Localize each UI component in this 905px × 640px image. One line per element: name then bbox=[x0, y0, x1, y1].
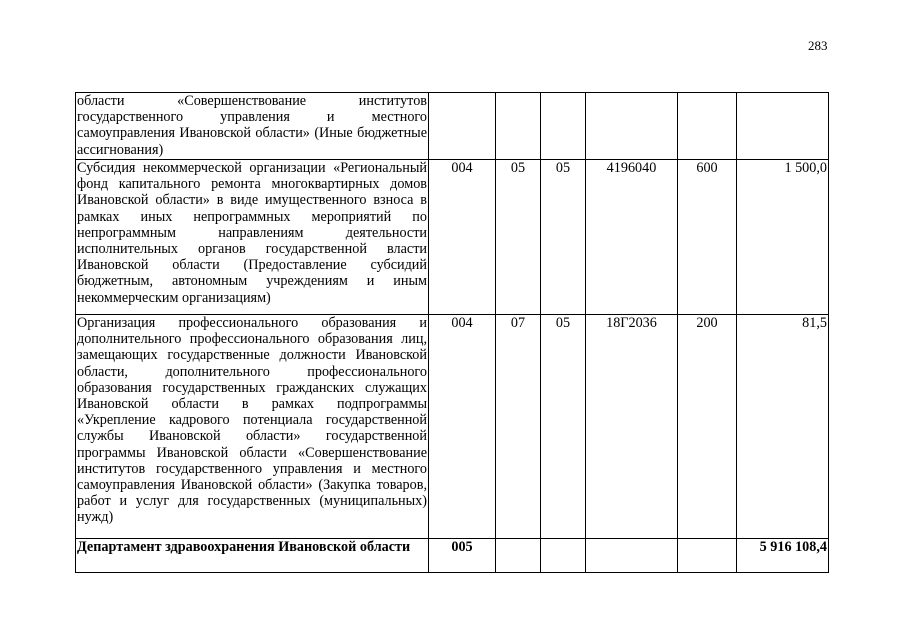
section-code bbox=[496, 93, 541, 160]
ministry-code: 004 bbox=[429, 315, 496, 539]
row-description: области «Совершенствование институтов государственного управления и местного самоуправления Ивановской области» (Иные бюджетные ассигнования) bbox=[77, 93, 427, 158]
section-code bbox=[496, 539, 541, 573]
ministry-code: 005 bbox=[429, 539, 496, 573]
amount: 81,5 bbox=[737, 315, 829, 539]
row-description: Субсидия некоммерческой организации «Региональный фонд капитального ремонта многоквартирных домов Ивановской области» в виде имущественного взноса в рамках иных непрограммных мероприятий по непрограммным направлениям деятельности исполнительных органов государственной власти Ивановской области (Предоставление субсидий бюджетным, автономным учреждениям и иным некоммерческим организациям) bbox=[76, 160, 429, 315]
table-row bbox=[76, 539, 829, 573]
expense-type-code: 600 bbox=[678, 160, 737, 315]
target-article-code bbox=[586, 93, 678, 160]
expense-type-code bbox=[678, 93, 737, 160]
expense-type-code bbox=[678, 539, 737, 573]
table-row bbox=[76, 160, 829, 315]
subsection-code bbox=[541, 93, 586, 160]
row-description: Организация профессионального образования и дополнительного профессионального образования лиц, замещающих государственные должности Ивановской области, дополнительного профессионального образования государственных гражданских служащих Ивановской области в рамках подпрограммы «Укрепление кадрового потенциала государственной службы Ивановской области» государственной программы Ивановской области «Совершенствование институтов государственного управления и местного самоуправления Ивановской области» (Закупка товаров, работ и услуг для государственных (муниципальных) нужд) bbox=[76, 315, 429, 539]
section-code: 07 bbox=[496, 315, 541, 539]
section-code: 05 bbox=[496, 160, 541, 315]
table-row bbox=[76, 315, 829, 539]
budget-table bbox=[75, 92, 829, 573]
target-article-code bbox=[586, 539, 678, 573]
target-article-code: 18Г2036 bbox=[586, 315, 678, 539]
subsection-code bbox=[541, 539, 586, 573]
amount bbox=[737, 93, 829, 160]
table-row bbox=[76, 93, 829, 160]
ministry-code: 004 bbox=[429, 160, 496, 315]
amount: 1 500,0 bbox=[737, 160, 829, 315]
expense-type-code: 200 bbox=[678, 315, 737, 539]
row-description: Департамент здравоохранения Ивановской области bbox=[76, 539, 429, 573]
ministry-code bbox=[429, 93, 496, 160]
subsection-code: 05 bbox=[541, 315, 586, 539]
target-article-code: 4196040 bbox=[586, 160, 678, 315]
subsection-code: 05 bbox=[541, 160, 586, 315]
page-number: 283 bbox=[808, 38, 828, 53]
amount: 5 916 108,4 bbox=[737, 539, 829, 573]
